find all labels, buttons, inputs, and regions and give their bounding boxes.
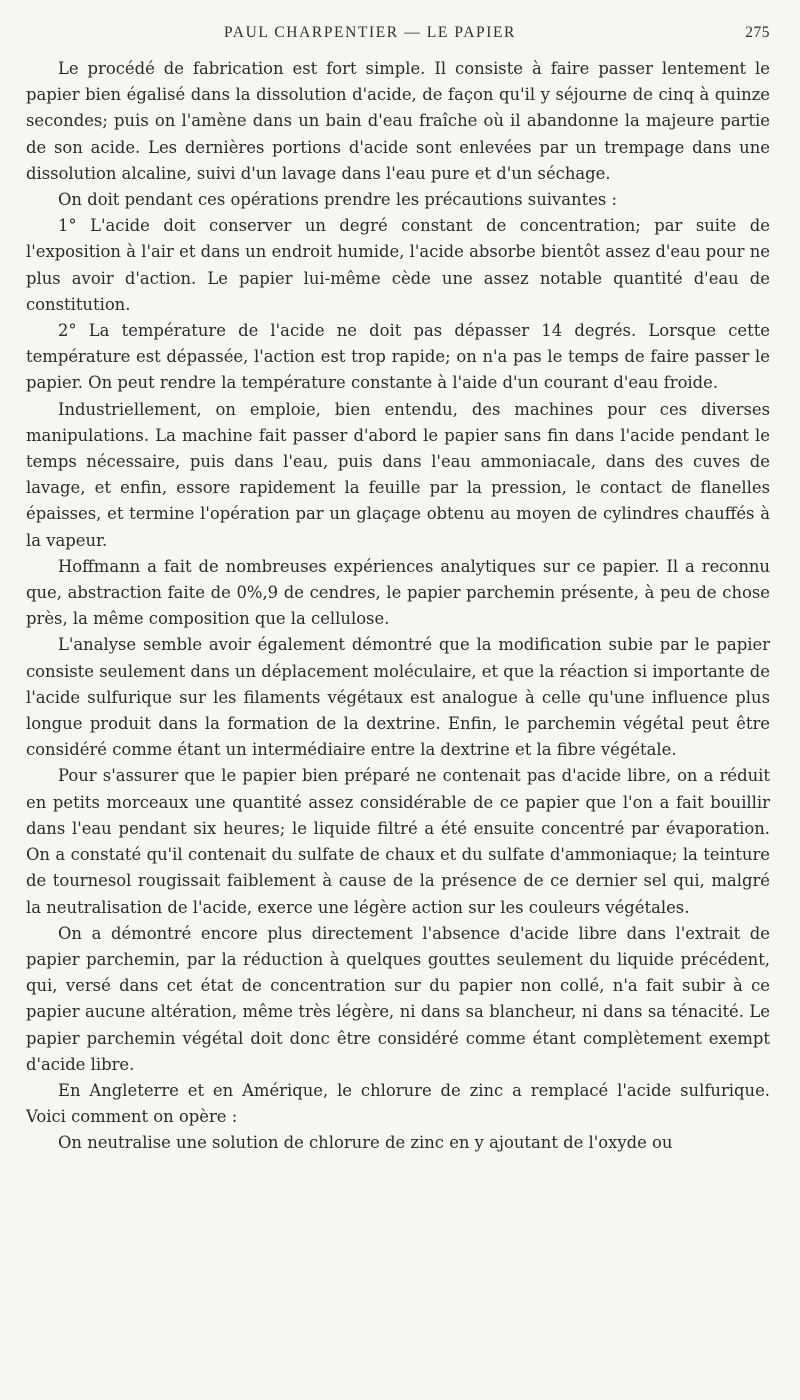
- page-number: 275: [745, 24, 770, 41]
- paragraph-chlorure-zinc: En Angleterre et en Amérique, le chlorure de zinc a remplacé l'acide sulfurique. Voici comment on opère :: [26, 1080, 770, 1127]
- paragraph-precaution-1: 1° L'acide doit conserver un degré constant de concentration; par suite de l'exposition à l'air et dans un endroit humide, l'acide absorbe bientôt assez d'eau pour ne plus avoir d'action. Le papier lui-même cède une assez notable quantité d'eau de constitution.: [26, 216, 770, 314]
- page-header: [26, 16, 770, 48]
- paragraph-precaution-2: 2° La température de l'acide ne doit pas dépasser 14 degrés. Lorsque cette température est dépassée, l'action est trop rapide; on n'a pas le temps de faire passer le papier. On peut rendre la température constante à l'aide d'un courant d'eau froide.: [26, 321, 770, 393]
- book-page: [26, 16, 770, 1386]
- running-title: PAUL CHARPENTIER — LE PAPIER: [224, 24, 516, 41]
- paragraph-procede: Le procédé de fabrication est fort simple. Il consiste à faire passer lentement le papier bien égalisé dans la dissolution d'acide, de façon qu'il y séjourne de cinq à quinze secondes; puis on l'amène dans un bain d'eau fraîche où il abandonne la majeure partie de son acide. Les dernières portions d'acide sont enlevées par un trempage dans une dissolution alcaline, suivi d'un lavage dans l'eau pure et d'un séchage.: [26, 59, 770, 183]
- paragraph-demonstration: On a démontré encore plus directement l'absence d'acide libre dans l'extrait de papier parchemin, par la réduction à quelques gouttes seulement du liquide précédent, qui, versé dans cet état de concentration sur du papier non collé, n'a fait subir à ce papier aucune altération, même très légère, ni dans sa blancheur, ni dans sa ténacité. Le papier parchemin végétal doit donc être considéré comme étant complètement exempt d'acide libre.: [26, 923, 770, 1074]
- paragraph-precautions: On doit pendant ces opérations prendre les précautions suivantes :: [58, 190, 618, 210]
- paragraph-industriellement: Industriellement, on emploie, bien entendu, des machines pour ces diverses manipulations. La machine fait passer d'abord le papier sans fin dans l'acide pendant le temps nécessaire, puis dans l'eau, puis dans l'eau ammoniacale, dans des cuves de lavage, et enfin, essore rapidement la feuille par la pression, le contact de flanelles épaisses, et termine l'opération par un glaçage obtenu au moyen de cylindres chauffés à la vapeur.: [26, 399, 770, 550]
- paragraph-acide-libre: Pour s'assurer que le papier bien préparé ne contenait pas d'acide libre, on a réduit en petits morceaux une quantité assez considérable de ce papier que l'on a fait bouillir dans l'eau pendant six heures; le liquide filtré a été ensuite concentré par évaporation. On a constaté qu'il contenait du sulfate de chaux et du sulfate d'ammoniaque; la teinture de tournesol rougissait faiblement à cause de la présence de ce dernier sel qui, malgré la neutralisation de l'acide, exerce une légère action sur les couleurs végétales.: [26, 766, 770, 917]
- paragraph-analyse: L'analyse semble avoir également démontré que la modification subie par le papier consiste seulement dans un déplacement moléculaire, et que la réaction si importante de l'acide sulfurique sur les filaments végétaux est analogue à celle qu'une influence plus longue produit dans la formation de la dextrine. Enfin, le parchemin végétal peut être considéré comme étant un intermédiaire entre la dextrine et la fibre végétale.: [26, 635, 770, 760]
- paragraph-neutralise: On neutralise une solution de chlorure de zinc en y ajoutant de l'oxyde ou: [58, 1133, 673, 1153]
- page-body: [26, 56, 770, 1157]
- paragraph-hoffmann: Hoffmann a fait de nombreuses expériences analytiques sur ce papier. Il a reconnu que, abstraction faite de 0%,9 de cendres, le papier parchemin présente, à peu de chose près, la même composition que la cellulose.: [26, 556, 770, 629]
